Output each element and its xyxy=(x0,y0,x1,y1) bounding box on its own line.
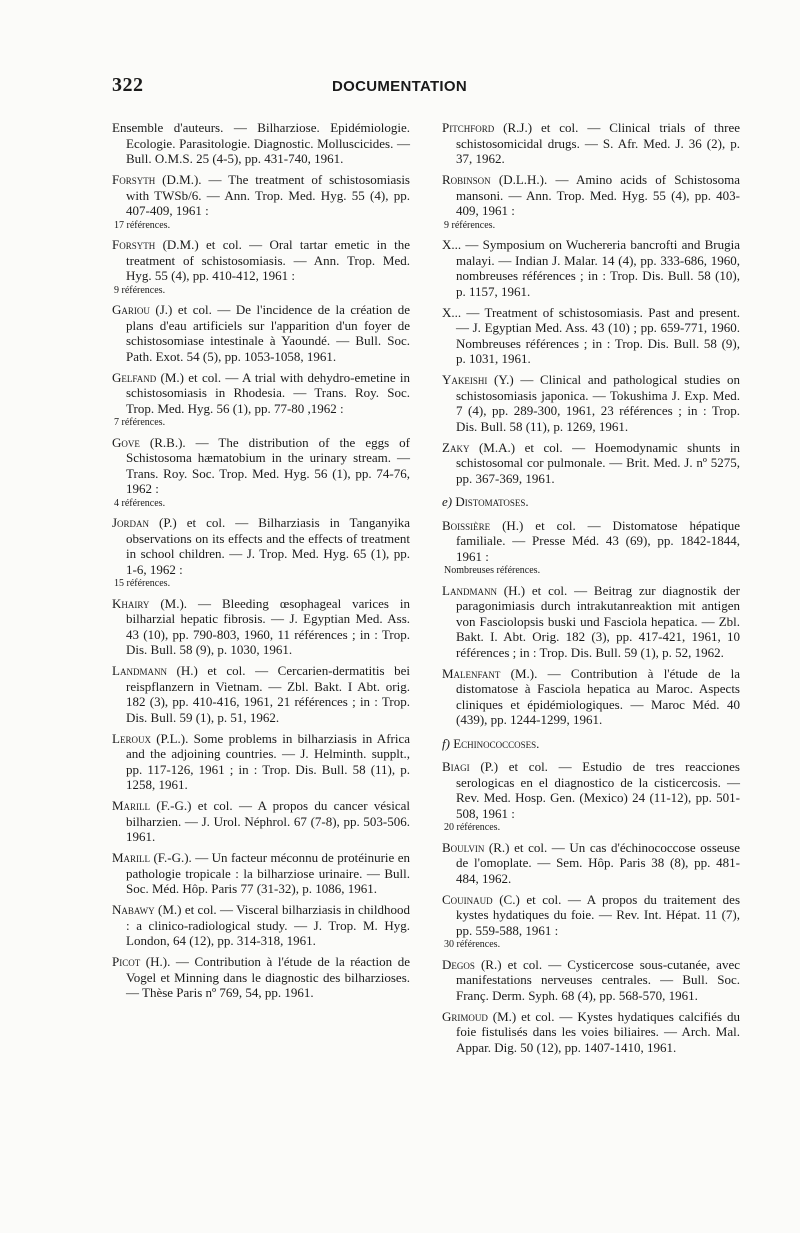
entry-citation: — Contribution à l'étude de la réaction de Vogel et Minning dans le diagnostic des bilharzioses. — Thèse Paris nº 769, 54, pp. 1961. xyxy=(126,954,410,1000)
bibliography-entry xyxy=(112,902,410,949)
entry-author: Gariou (J.) xyxy=(112,302,173,317)
bibliography-entry xyxy=(442,440,740,487)
page-title: DOCUMENTATION xyxy=(332,78,467,95)
entry-citation: — Un facteur méconnu de protéinurie en pathologie tropicale : la bilharziose urinaire. — Bull. Soc. Méd. Hôp. Paris 77 (31-32), p. 1086, 1961. xyxy=(126,850,410,896)
entry-citation: — Bleeding œsophageal varices in bilharzial hepatic fibrosis. — J. Egyptian Med. Ass. 43 (10), pp. 790-803, 1960, 11 références ; in : Trop. Dis. Bull. 58 (9), p. 1030, 1961. xyxy=(126,595,411,657)
entry-author: Marill (F.-G.). xyxy=(112,850,192,865)
bibliography-entry xyxy=(442,759,740,834)
bibliography-entry xyxy=(442,892,740,952)
entry-citation: — The distribution of the eggs of Schistosoma hæmatobium in the urinary stream. — Trans. Roy. Soc. Trop. Med. Hyg. 56 (1), pp. 74-76, 1962 : xyxy=(126,434,411,496)
entry-author: Nabawy (M.) xyxy=(112,902,182,917)
bibliography-entry xyxy=(112,302,410,364)
entry-citation: et col. — Estudio de tres reacciones serologicas en el diagnostico de la cisticercosis. — Rev. Med. Hosp. Gen. (Mexico) 24 (11-12), pp. 501-508, 1961 : xyxy=(456,759,740,821)
bibliography-entry xyxy=(442,957,740,1004)
right-column xyxy=(442,120,740,1061)
entry-citation: et col. — Beitrag zur diagnostik der paragonimiasis durch intrakutanreaktion mit antigen von Fasciolopsis buski und Fasciola hepatica. — Zbl. Bakt. I. Abt. Orig. 182 (3), pp. 417-421, 1961, 10 références ; in : Trop. Dis. Bull. 59 (1), p. 52, 1962. xyxy=(456,582,741,660)
entry-author: Landmann (H.) xyxy=(442,582,526,598)
entry-reference-count: 17 références. xyxy=(114,219,171,231)
bibliography-entry xyxy=(112,596,410,658)
entry-author: Boissière (H.) xyxy=(442,517,524,533)
entry-reference-count: Nombreuses références. xyxy=(444,565,541,576)
bibliography-entry xyxy=(112,954,410,1001)
entry-citation: et col. — Bilharziasis in Tanganyika observations on its effects and the effects of treatment in school children. — J. Trop. Med. Hyg. 65 (1), pp. 1-6, 1962 : xyxy=(126,515,410,577)
entry-author: Malenfant (M.). xyxy=(442,665,538,681)
entry-citation: et col. — A trial with dehydro-emetine in schistosomiasis in Rhodesia. — Trans. Roy. Soc. Trop. Med. Hyg. 56 (1), pp. 77-80 ,1962 : xyxy=(126,369,411,416)
entry-citation: — Treatment of schistosomiasis. Past and present. — J. Egyptian Med. Ass. 43 (10) ; pp. 659-771, 1960. Nombreuses références ; in : Trop. Dis. Bull. 58 (9), p. 1031, 1961. xyxy=(456,304,740,366)
entry-author: Boulvin (R.) xyxy=(442,839,510,855)
bibliography-entry xyxy=(442,237,740,299)
entry-citation: — Symposium on Wuchereria bancrofti and Brugia malayi. — Indian J. Malar. 14 (4), pp. 333-686, 1960, nombreuses références ; in : Trop. Dis. Bull. 58 (10), p. 1157, 1961. xyxy=(456,237,740,299)
entry-citation: et col. — De l'incidence de la création de plans d'eau artificiels sur l'apparition d'un foyer de schistosomiase intestinale à Yaoundé. — Bull. Soc. Path. Exot. 54 (5), pp. 1053-1058, 1961. xyxy=(126,302,411,364)
entry-reference-count: 20 références. xyxy=(444,822,501,833)
entry-citation: Some problems in bilharziasis in Africa and the adjoining countries. — J. Helminth. supplt., pp. 117-126, 1961 ; in : Trop. Dis. Bull. 58 (11), p. 1258, 1961. xyxy=(126,730,411,792)
entry-reference-count: 4 références. xyxy=(114,497,166,509)
entry-author: Landmann (H.) xyxy=(112,663,198,678)
entry-citation: et col. — Cercarien-dermatitis bei reispflanzern in Vietnam. — Zbl. Bakt. I Abt. orig. 182 (3), pp. 410-416, 1961, 21 références ; in : Trop. Dis. Bull. 59 (1), p. 51, 1962. xyxy=(126,663,410,725)
entry-author: Leroux (P.L.). xyxy=(112,730,189,746)
entry-author: Forsyth (D.M.). xyxy=(112,172,202,187)
bibliography-entry xyxy=(442,120,740,167)
bibliography-entry xyxy=(442,1009,740,1056)
bibliography-entry xyxy=(442,840,740,887)
entry-author: Jordan (P.) xyxy=(112,515,177,530)
bibliography-entry xyxy=(112,172,410,232)
entry-citation: et col. — Oral tartar emetic in the treatment of schistosomiasis. — Ann. Trop. Med. Hyg. 55 (4), pp. 410-412, 1961 : xyxy=(126,237,410,283)
entry-author: Gelfand (M.) xyxy=(112,369,184,385)
bibliography-entry xyxy=(112,731,410,793)
entry-citation: et col. — Hoemodynamic shunts in schistosomal cor pulmonale. — Brit. Med. J. nº 5275, pp. 367-369, 1961. xyxy=(456,439,741,486)
entry-author: Biagi (P.) xyxy=(442,759,499,774)
bibliography-entry xyxy=(442,172,740,232)
bibliography-entry xyxy=(442,305,740,367)
entry-reference-count: 7 références. xyxy=(114,417,166,428)
bibliography-entry xyxy=(112,663,410,725)
bibliography-entry xyxy=(442,583,740,661)
entry-reference-count: 9 références. xyxy=(444,219,496,231)
entry-reference-count: 9 références. xyxy=(114,284,166,296)
entry-citation: et col. — Clinical trials of three schistosomicidal drugs. — S. Afr. Med. J. 36 (2), p. 37, 1962. xyxy=(456,120,740,166)
bibliography-entry xyxy=(112,850,410,897)
entry-author: Forsyth (D.M.) xyxy=(112,237,199,252)
page-header xyxy=(112,74,712,100)
bibliography-entry xyxy=(442,372,740,434)
bibliography-entry xyxy=(442,666,740,728)
entry-reference-count: 30 références. xyxy=(444,939,501,950)
entry-citation: et col. — A propos du cancer vésical bilharzien. — J. Urol. Néphrol. 67 (7-8), pp. 503-506. 1961. xyxy=(126,798,411,844)
section-name: Distomatoses. xyxy=(455,494,529,509)
bibliography-entry xyxy=(112,435,410,510)
bibliography-entry xyxy=(112,237,410,297)
bibliography-entry xyxy=(112,798,410,845)
bibliography-entry xyxy=(112,370,410,430)
entry-author: Yakeishi (Y.) xyxy=(442,372,514,387)
section-heading-distomatoses xyxy=(442,494,740,510)
entry-citation: et col. — Distomatose hépatique familiale. — Presse Méd. 43 (69), pp. 1842-1844, 1961 : xyxy=(456,517,740,564)
entry-author: Robinson (D.L.H.). xyxy=(442,172,548,187)
section-letter: e) xyxy=(442,494,453,509)
entry-author: Picot (H.). xyxy=(112,954,171,969)
entry-author: Khairy (M.). xyxy=(112,595,188,611)
section-letter: f) xyxy=(442,735,450,751)
entry-citation: et col. — Kystes hydatiques calcifiés du foie fistulisés dans les voies biliaires. — Arch. Mal. Appar. Dig. 50 (12), pp. 1407-1410, 1961. xyxy=(456,1008,740,1055)
entry-citation: et col. — A propos du traitement des kystes hydatiques du foie. — Rev. Int. Hépat. 11 (7), pp. 559-588, 1961 : xyxy=(456,891,740,938)
section-name: Echinococcoses. xyxy=(453,735,540,751)
entry-citation: et col. — Un cas d'échinococcose osseuse de l'omoplate. — Sem. Hôp. Paris 38 (8), pp. 481-484, 1962. xyxy=(456,839,740,886)
entry-author: Gove (R.B.). xyxy=(112,434,186,450)
entry-author: Zaky (M.A.) xyxy=(442,439,516,455)
entry-author: Couinaud (C.) xyxy=(442,891,520,907)
section-heading-echinococcoses xyxy=(442,736,740,752)
entry-author: X... xyxy=(442,237,462,252)
entry-citation: et col. — Cysticercose sous-cutanée, avec manifestations nerveuses centrales. — Bull. Soc. Franç. Derm. Syph. 68 (4), pp. 568-570, 1961. xyxy=(456,956,740,1003)
entry-citation: — Contribution à l'étude de la distomatose à Fasciola hepatica au Maroc. Aspects cliniques et épidémiologiques. — Maroc Méd. 40 (439), pp. 1244-1299, 1961. xyxy=(456,665,740,727)
page-number: 322 xyxy=(112,74,144,96)
entry-author: X... xyxy=(442,304,462,320)
entry-author: Marill (F.-G.) xyxy=(112,798,192,813)
entry-citation: — Amino acids of Schistosoma mansoni. — Ann. Trop. Med. Hyg. 55 (4), pp. 403-409, 1961 : xyxy=(456,172,740,218)
entry-citation: — The treatment of schistosomiasis with TWSb/6. — Ann. Trop. Med. Hyg. 55 (4), pp. 407-409, 1961 : xyxy=(126,172,410,218)
left-column xyxy=(112,120,410,1006)
entry-reference-count: 15 références. xyxy=(114,578,171,589)
entry-author: Pitchford (R.J.) xyxy=(442,120,533,135)
entry-author: Degos (R.) xyxy=(442,956,502,972)
bibliography-entry xyxy=(112,120,410,167)
entry-citation: Ensemble d'auteurs. — Bilharziose. Epidémiologie. Ecologie. Parasitologie. Diagnostic. Molluscicides. — Bull. O.M.S. 25 (4-5), pp. 431-740, 1961. xyxy=(112,120,410,166)
entry-citation: — Clinical and pathological studies on schistosomiasis japonica. — Tokushima J. Exp. Med. 7 (4), pp. 289-300, 1961, 23 références ; in : Trop. Dis. Bull. 58 (11), p. 1269, 1961. xyxy=(456,372,740,434)
bibliography-entry xyxy=(442,518,740,578)
entry-author: Grimoud (M.) xyxy=(442,1008,517,1024)
entry-citation: et col. — Visceral bilharziasis in childhood : a clinico-radiological study. — J. Trop. M. Hyg. London, 64 (12), pp. 314-318, 1961. xyxy=(126,902,410,948)
bibliography-entry xyxy=(112,515,410,590)
